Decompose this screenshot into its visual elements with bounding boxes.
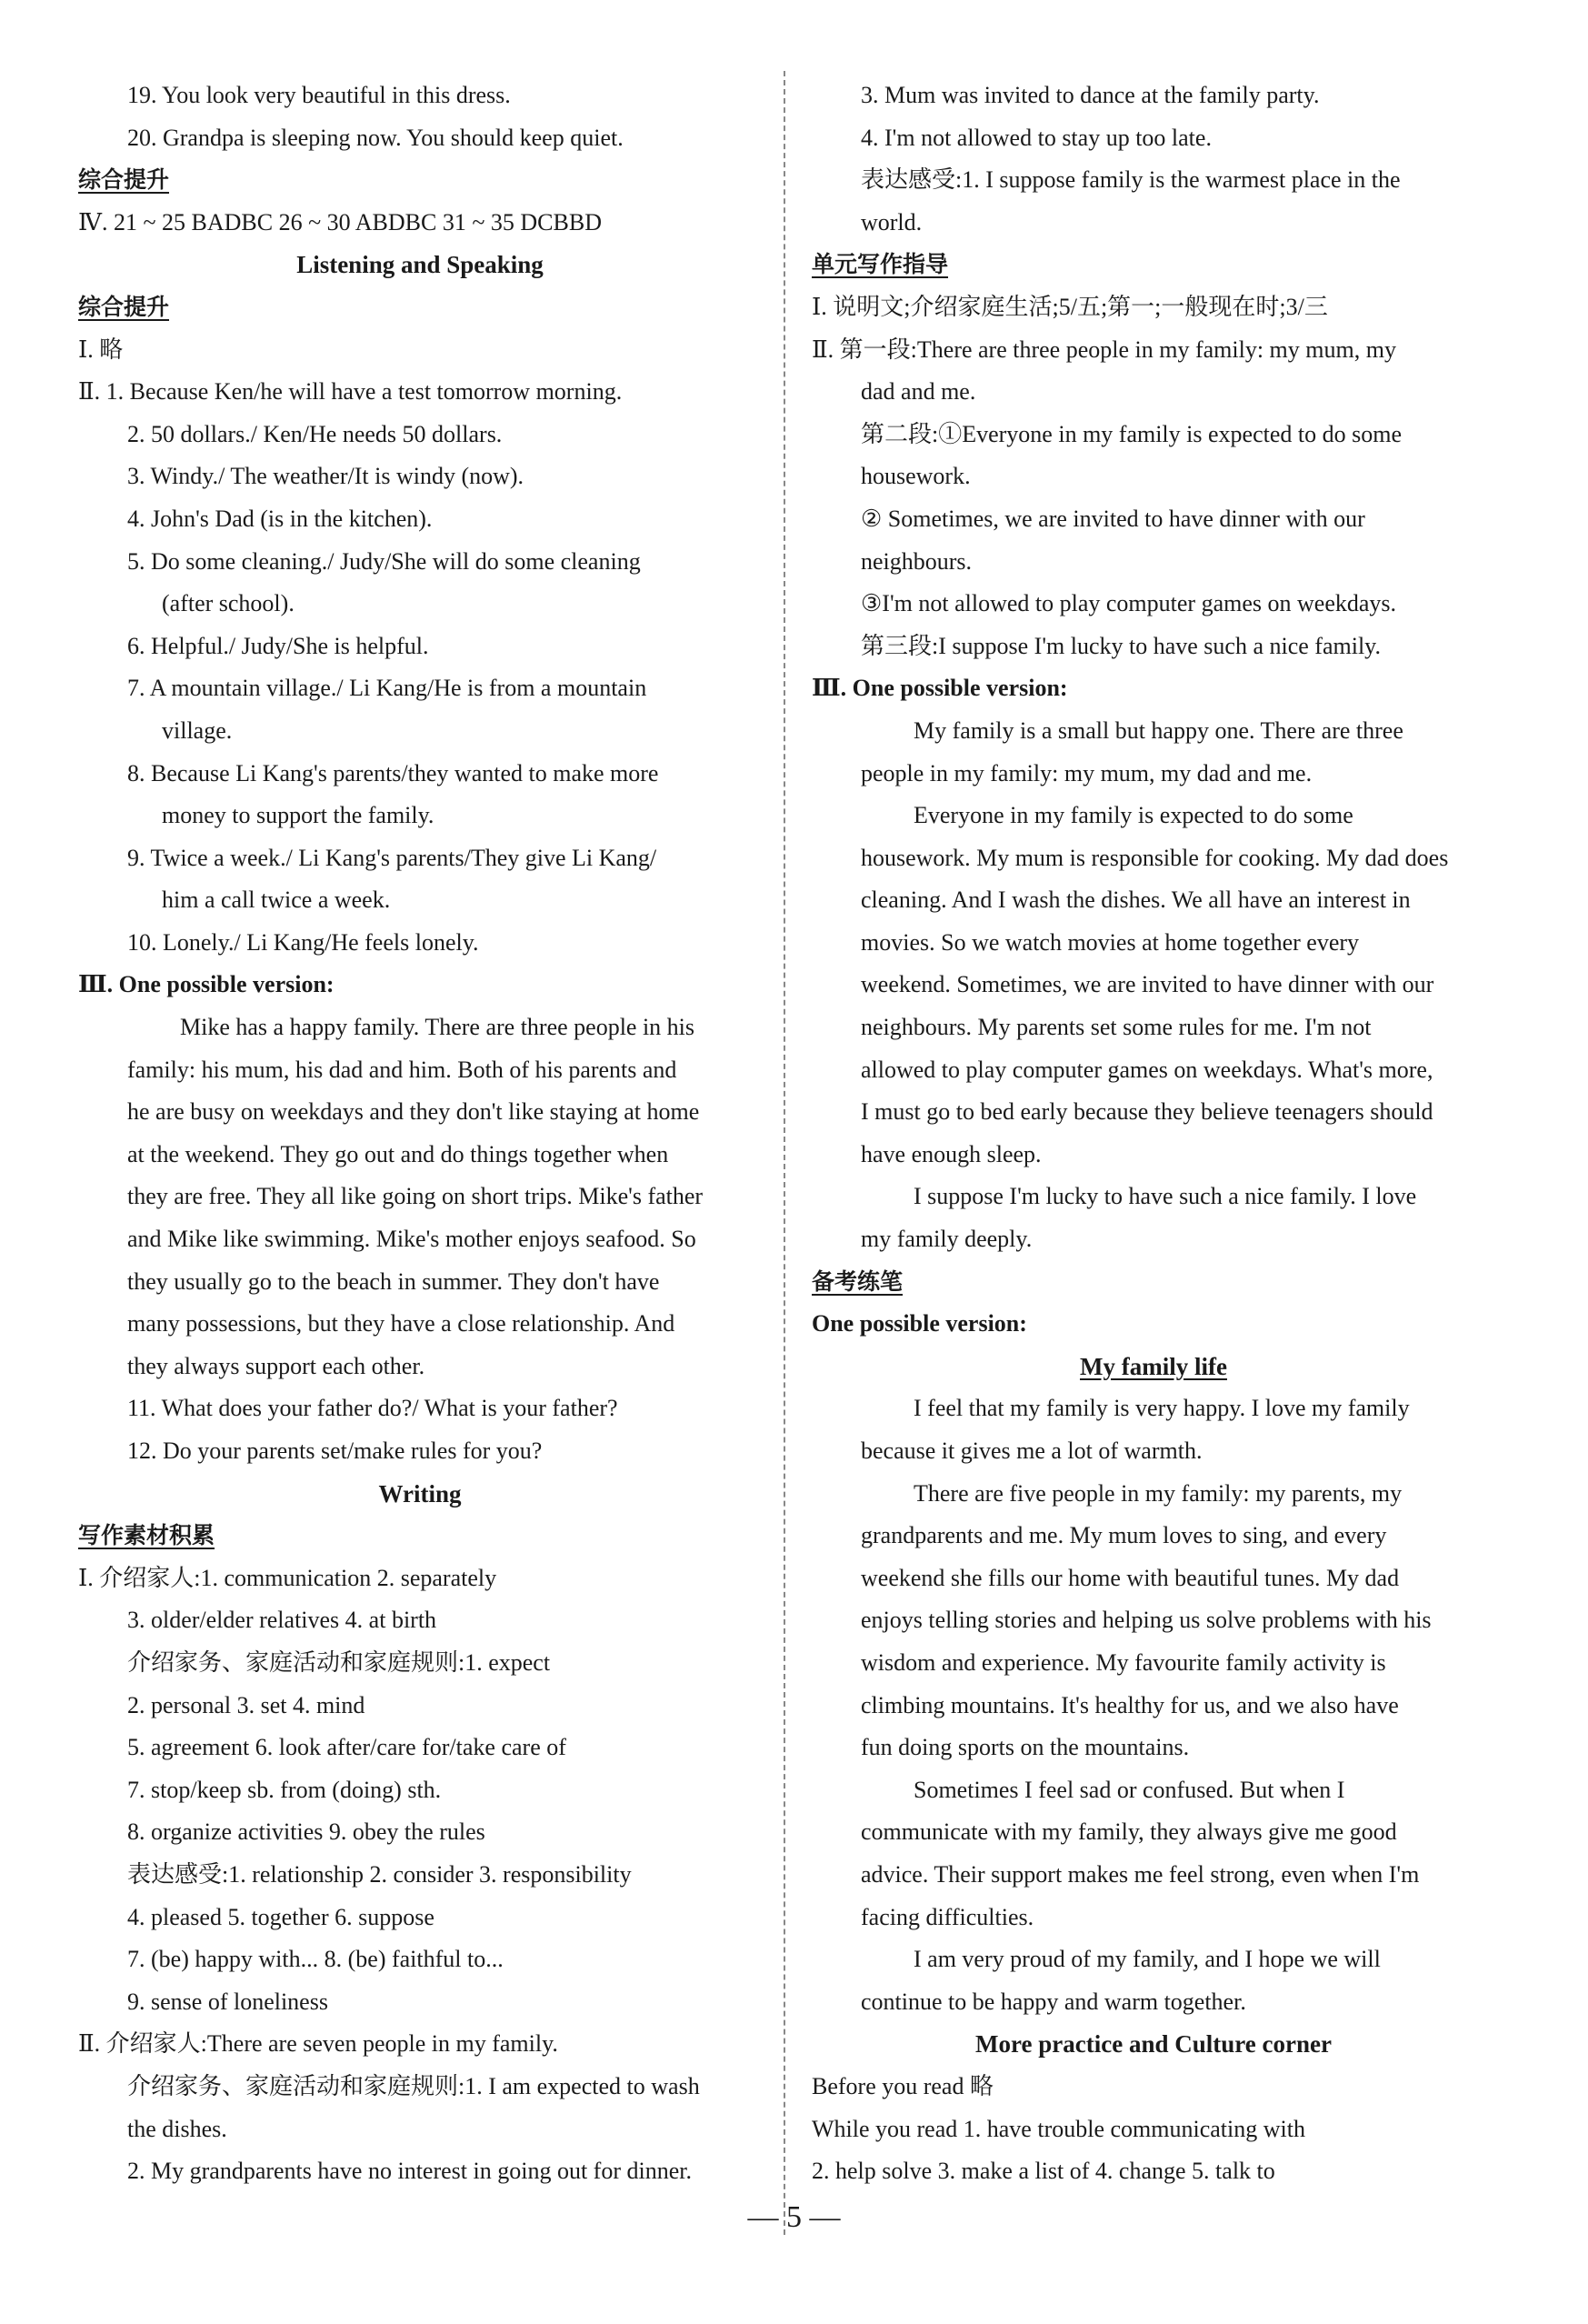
right-line: Ⅱ. 第一段:There are three people in my family: my mum, my <box>812 336 1396 363</box>
left-line: Listening and Speaking <box>296 251 544 279</box>
right-line: Sometimes I feel sad or confused. But when I <box>914 1776 1345 1803</box>
left-line: 7. stop/keep sb. from (doing) sth. <box>127 1776 442 1803</box>
right-line: 第三段:I suppose I'm lucky to have such a nice family. <box>861 632 1381 659</box>
left-line: 3. Windy./ The weather/It is windy (now). <box>127 463 524 490</box>
left-line: 9. Twice a week./ Li Kang's parents/They give Li Kang/ <box>127 844 657 871</box>
right-line: My family is a small but happy one. There are three <box>914 716 1403 744</box>
right-line: Ⅲ. One possible version: <box>812 675 1068 702</box>
right-line: I feel that my family is very happy. I love my family <box>914 1395 1410 1422</box>
right-line: More practice and Culture corner <box>975 2030 1332 2059</box>
left-line: many possessions, but they have a close relationship. And <box>127 1310 675 1337</box>
right-line: I suppose I'm lucky to have such a nice family. I love <box>914 1183 1417 1210</box>
left-line: 表达感受:1. relationship 2. consider 3. responsibility <box>127 1860 632 1888</box>
right-column <box>812 75 1495 2193</box>
left-line: Ⅰ. 略 <box>78 336 124 363</box>
right-line: 第二段:①Everyone in my family is expected to do some <box>861 420 1402 447</box>
right-line: I must go to bed early because they believe teenagers should <box>861 1098 1433 1126</box>
left-line: 8. Because Li Kang's parents/they wanted to make more <box>127 759 659 786</box>
left-line: village. <box>162 716 233 744</box>
left-line: and Mike like swimming. Mike's mother enjoys seafood. So <box>127 1226 696 1253</box>
left-line: 介绍家务、家庭活动和家庭规则:1. I am expected to wash <box>127 2072 700 2099</box>
right-line: 2. help solve 3. make a list of 4. change 5. talk to <box>812 2158 1275 2185</box>
left-line: the dishes. <box>127 2115 227 2142</box>
left-line: 7. A mountain village./ Li Kang/He is from a mountain <box>127 675 647 702</box>
left-line: 写作素材积累 <box>78 1522 215 1549</box>
left-line: 介绍家务、家庭活动和家庭规则:1. expect <box>127 1648 551 1676</box>
right-line: Everyone in my family is expected to do some <box>914 802 1353 829</box>
right-line: My family life <box>1080 1352 1227 1380</box>
right-line: have enough sleep. <box>861 1140 1042 1167</box>
right-line: Before you read 略 <box>812 2072 994 2099</box>
right-line: continue to be happy and warm together. <box>861 1988 1246 2015</box>
left-line: 3. older/elder relatives 4. at birth <box>127 1607 437 1634</box>
right-line: world. <box>861 208 923 235</box>
left-line: 19. You look very beautiful in this dress. <box>127 82 511 108</box>
left-line: they usually go to the beach in summer. They don't have <box>127 1267 660 1295</box>
left-line: he are busy on weekdays and they don't like staying at home <box>127 1098 700 1126</box>
left-line: 9. sense of loneliness <box>127 1988 328 2015</box>
right-line: One possible version: <box>812 1310 1027 1337</box>
left-line: 11. What does your father do?/ What is your father? <box>127 1395 618 1422</box>
column-divider <box>784 71 785 2235</box>
right-line: grandparents and me. My mum loves to sing, and every <box>861 1522 1387 1549</box>
right-line: cleaning. And I wash the dishes. We all have an interest in <box>861 887 1411 914</box>
right-line: Ⅰ. 说明文;介绍家庭生活;5/五;第一;一般现在时;3/三 <box>812 293 1328 320</box>
left-line: 综合提升 <box>78 166 170 194</box>
right-line: 3. Mum was invited to dance at the family party. <box>861 82 1320 108</box>
right-line: advice. Their support makes me feel strong, even when I'm <box>861 1860 1420 1888</box>
right-line: housework. <box>861 463 971 490</box>
right-line: enjoys telling stories and helping us solve problems with his <box>861 1607 1432 1634</box>
right-line: While you read 1. have trouble communicating with <box>812 2115 1305 2142</box>
right-line: people in my family: my mum, my dad and me. <box>861 759 1313 786</box>
right-line: allowed to play computer games on weekdays. What's more, <box>861 1056 1433 1083</box>
left-line: Writing <box>378 1479 462 1508</box>
left-line: Mike has a happy family. There are three people in his <box>180 1014 695 1041</box>
left-line: Ⅱ. 1. Because Ken/he will have a test tomorrow morning. <box>78 378 623 406</box>
right-line: facing difficulties. <box>861 1903 1034 1930</box>
left-line: him a call twice a week. <box>162 887 391 914</box>
right-line: 备考练笔 <box>812 1267 904 1295</box>
right-line: ② Sometimes, we are invited to have dinner with our <box>861 505 1365 532</box>
right-line: 表达感受:1. I suppose family is the warmest place in the <box>861 166 1401 194</box>
right-line: ③I'm not allowed to play computer games on weekdays. <box>861 590 1397 617</box>
left-line: 2. personal 3. set 4. mind <box>127 1691 365 1718</box>
right-line: weekend she fills our home with beautiful tunes. My dad <box>861 1564 1400 1591</box>
left-line: 2. 50 dollars./ Ken/He needs 50 dollars. <box>127 420 503 447</box>
left-line: 20. Grandpa is sleeping now. You should keep quiet. <box>127 124 624 151</box>
left-line: 5. agreement 6. look after/care for/take care of <box>127 1734 566 1761</box>
right-line: neighbours. <box>861 547 973 575</box>
right-line: fun doing sports on the mountains. <box>861 1734 1190 1761</box>
left-line: 6. Helpful./ Judy/She is helpful. <box>127 632 429 659</box>
page-number: — 5 — <box>747 2200 841 2234</box>
left-line: 4. John's Dad (is in the kitchen). <box>127 505 433 532</box>
left-column <box>78 75 762 2193</box>
left-line: 7. (be) happy with... 8. (be) faithful to... <box>127 1946 504 1973</box>
right-line: communicate with my family, they always give me good <box>861 1818 1397 1846</box>
left-line: 5. Do some cleaning./ Judy/She will do some cleaning <box>127 547 641 575</box>
left-line: 综合提升 <box>78 293 170 320</box>
right-line: I am very proud of my family, and I hope we will <box>914 1946 1381 1973</box>
right-line: wisdom and experience. My favourite family activity is <box>861 1648 1386 1676</box>
left-line: (after school). <box>162 590 295 617</box>
left-line: Ⅳ. 21 ~ 25 BADBC 26 ~ 30 ABDBC 31 ~ 35 DCBBD <box>78 208 602 235</box>
left-line: Ⅱ. 介绍家人:There are seven people in my family. <box>78 2030 558 2058</box>
right-line: There are five people in my family: my parents, my <box>914 1479 1403 1507</box>
right-line: weekend. Sometimes, we are invited to have dinner with our <box>861 971 1434 998</box>
left-line: at the weekend. They go out and do things together when <box>127 1140 669 1167</box>
right-line: 4. I'm not allowed to stay up too late. <box>861 124 1212 151</box>
left-line: they always support each other. <box>127 1352 425 1379</box>
left-line: Ⅲ. One possible version: <box>78 971 335 998</box>
right-line: because it gives me a lot of warmth. <box>861 1437 1203 1464</box>
left-line: 2. My grandparents have no interest in going out for dinner. <box>127 2158 692 2185</box>
left-line: family: his mum, his dad and him. Both of his parents and <box>127 1056 677 1083</box>
left-line: 10. Lonely./ Li Kang/He feels lonely. <box>127 928 479 956</box>
left-line: they are free. They all like going on short trips. Mike's father <box>127 1183 704 1210</box>
left-line: money to support the family. <box>162 802 434 829</box>
left-line: 8. organize activities 9. obey the rules <box>127 1818 485 1846</box>
right-line: climbing mountains. It's healthy for us, and we also have <box>861 1691 1399 1718</box>
left-line: Ⅰ. 介绍家人:1. communication 2. separately <box>78 1564 497 1591</box>
right-line: dad and me. <box>861 378 976 406</box>
left-line: 12. Do your parents set/make rules for you? <box>127 1437 543 1464</box>
right-line: neighbours. My parents set some rules for me. I'm not <box>861 1014 1372 1041</box>
right-line: movies. So we watch movies at home together every <box>861 928 1360 956</box>
right-line: housework. My mum is responsible for cooking. My dad does <box>861 844 1449 871</box>
left-line: 4. pleased 5. together 6. suppose <box>127 1903 434 1930</box>
right-line: 单元写作指导 <box>812 251 949 278</box>
right-line: my family deeply. <box>861 1226 1033 1253</box>
